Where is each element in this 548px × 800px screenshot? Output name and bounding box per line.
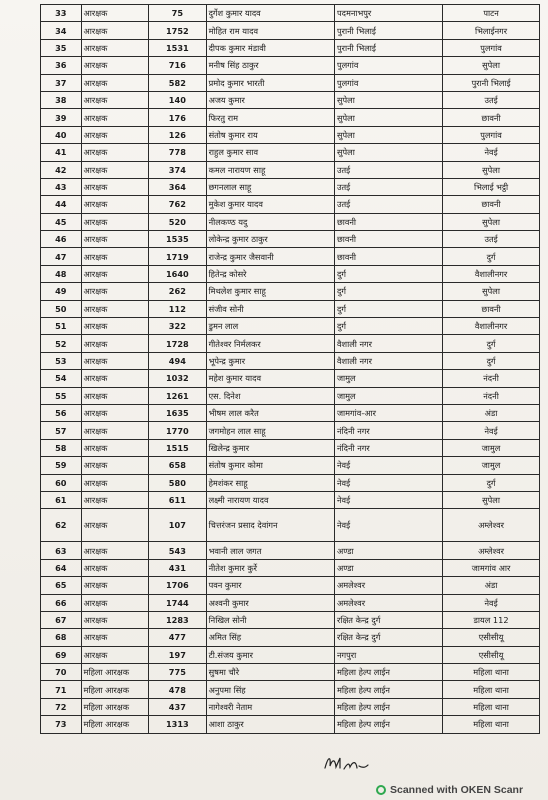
serial-number-cell: 49 <box>41 283 82 300</box>
to-station-cell: छावनी <box>443 109 540 126</box>
serial-number-cell: 63 <box>41 542 82 559</box>
buckle-number-cell: 520 <box>149 213 206 230</box>
from-station-cell: नंदिनी नगर <box>334 422 442 439</box>
table-row <box>41 144 540 161</box>
to-station-cell: सुपेला <box>443 491 540 508</box>
table-row <box>41 178 540 195</box>
rank-cell: आरक्षक <box>81 22 149 39</box>
name-cell: संतोष कुमार राय <box>206 126 334 143</box>
buckle-number-cell: 107 <box>149 509 206 542</box>
serial-number-cell: 40 <box>41 126 82 143</box>
from-station-cell: उतई <box>334 178 442 195</box>
serial-number-cell: 45 <box>41 213 82 230</box>
buckle-number-cell: 1770 <box>149 422 206 439</box>
name-cell: हितेन्द्र कोसरे <box>206 265 334 282</box>
table-row <box>41 594 540 611</box>
rank-cell: आरक्षक <box>81 109 149 126</box>
serial-number-cell: 53 <box>41 352 82 369</box>
serial-number-cell: 66 <box>41 594 82 611</box>
rank-cell: आरक्षक <box>81 559 149 576</box>
buckle-number-cell: 374 <box>149 161 206 178</box>
to-station-cell: दुर्ग <box>443 335 540 352</box>
table-row <box>41 698 540 715</box>
from-station-cell: जामगांव-आर <box>334 404 442 421</box>
serial-number-cell: 46 <box>41 231 82 248</box>
from-station-cell: महिला हेल्प लाईन <box>334 698 442 715</box>
rank-cell: आरक्षक <box>81 611 149 628</box>
serial-number-cell: 44 <box>41 196 82 213</box>
buckle-number-cell: 762 <box>149 196 206 213</box>
name-cell: एस. दिनेश <box>206 387 334 404</box>
table-row <box>41 491 540 508</box>
serial-number-cell: 34 <box>41 22 82 39</box>
serial-number-cell: 42 <box>41 161 82 178</box>
to-station-cell: सुपेला <box>443 283 540 300</box>
from-station-cell: नगपुरा <box>334 646 442 663</box>
buckle-number-cell: 1032 <box>149 370 206 387</box>
serial-number-cell: 70 <box>41 664 82 681</box>
rank-cell: आरक्षक <box>81 39 149 56</box>
buckle-number-cell: 582 <box>149 74 206 91</box>
buckle-number-cell: 364 <box>149 178 206 195</box>
table-row <box>41 577 540 594</box>
to-station-cell: दुर्ग <box>443 474 540 491</box>
rank-cell: आरक्षक <box>81 439 149 456</box>
serial-number-cell: 47 <box>41 248 82 265</box>
from-station-cell: पदमनाभपुर <box>334 5 442 22</box>
rank-cell: आरक्षक <box>81 542 149 559</box>
roster-body <box>41 5 540 734</box>
to-station-cell: भिलाई भट्ठी <box>443 178 540 195</box>
rank-cell: आरक्षक <box>81 352 149 369</box>
serial-number-cell: 54 <box>41 370 82 387</box>
buckle-number-cell: 543 <box>149 542 206 559</box>
rank-cell: आरक्षक <box>81 57 149 74</box>
buckle-number-cell: 1313 <box>149 716 206 733</box>
rank-cell: आरक्षक <box>81 457 149 474</box>
name-cell: अनुपमा सिंह <box>206 681 334 698</box>
serial-number-cell: 68 <box>41 629 82 646</box>
table-row <box>41 248 540 265</box>
rank-cell: आरक्षक <box>81 422 149 439</box>
table-row <box>41 646 540 663</box>
to-station-cell: सुपेला <box>443 213 540 230</box>
rank-cell: आरक्षक <box>81 646 149 663</box>
name-cell: मुकेश कुमार यादव <box>206 196 334 213</box>
from-station-cell: महिला हेल्प लाईन <box>334 681 442 698</box>
name-cell: खिलेन्द्र कुमार <box>206 439 334 456</box>
to-station-cell: पुलगांव <box>443 126 540 143</box>
from-station-cell: रक्षित केन्द्र दुर्ग <box>334 629 442 646</box>
from-station-cell: सुपेला <box>334 144 442 161</box>
signature-mark <box>322 752 370 774</box>
name-cell: पवन कुमार <box>206 577 334 594</box>
rank-cell: आरक्षक <box>81 387 149 404</box>
serial-number-cell: 65 <box>41 577 82 594</box>
to-station-cell: पाटन <box>443 5 540 22</box>
from-station-cell: वैशाली नगर <box>334 352 442 369</box>
rank-cell: आरक्षक <box>81 178 149 195</box>
table-row <box>41 126 540 143</box>
serial-number-cell: 69 <box>41 646 82 663</box>
from-station-cell: अण्डा <box>334 542 442 559</box>
buckle-number-cell: 1706 <box>149 577 206 594</box>
from-station-cell: सुपेला <box>334 109 442 126</box>
table-row <box>41 74 540 91</box>
table-row <box>41 318 540 335</box>
table-row <box>41 5 540 22</box>
name-cell: संजीव सोनी <box>206 300 334 317</box>
to-station-cell: नेवई <box>443 422 540 439</box>
name-cell: महेश कुमार यादव <box>206 370 334 387</box>
buckle-number-cell: 775 <box>149 664 206 681</box>
serial-number-cell: 72 <box>41 698 82 715</box>
name-cell: दुर्गेश कुमार यादव <box>206 5 334 22</box>
buckle-number-cell: 1535 <box>149 231 206 248</box>
buckle-number-cell: 197 <box>149 646 206 663</box>
buckle-number-cell: 658 <box>149 457 206 474</box>
from-station-cell: नेवई <box>334 474 442 491</box>
from-station-cell: अण्डा <box>334 559 442 576</box>
buckle-number-cell: 1635 <box>149 404 206 421</box>
from-station-cell: नेवई <box>334 509 442 542</box>
rank-cell: महिला आरक्षक <box>81 716 149 733</box>
to-station-cell: छावनी <box>443 300 540 317</box>
table-row <box>41 559 540 576</box>
serial-number-cell: 59 <box>41 457 82 474</box>
serial-number-cell: 64 <box>41 559 82 576</box>
rank-cell: आरक्षक <box>81 335 149 352</box>
scanner-watermark-text: Scanned with OKEN Scanr <box>390 784 524 796</box>
transfer-roster-table <box>40 4 540 734</box>
serial-number-cell: 39 <box>41 109 82 126</box>
from-station-cell: उतई <box>334 196 442 213</box>
rank-cell: आरक्षक <box>81 404 149 421</box>
rank-cell: आरक्षक <box>81 213 149 230</box>
to-station-cell: जामुल <box>443 439 540 456</box>
serial-number-cell: 33 <box>41 5 82 22</box>
to-station-cell: अम्लेश्वर <box>443 509 540 542</box>
to-station-cell: उतई <box>443 91 540 108</box>
name-cell: सुषमा चौरे <box>206 664 334 681</box>
to-station-cell: उतई <box>443 231 540 248</box>
buckle-number-cell: 1640 <box>149 265 206 282</box>
name-cell: नीतेश कुमार कुर्रे <box>206 559 334 576</box>
to-station-cell: डायल 112 <box>443 611 540 628</box>
name-cell: टी.संजय कुमार <box>206 646 334 663</box>
from-station-cell: दुर्ग <box>334 265 442 282</box>
serial-number-cell: 35 <box>41 39 82 56</box>
serial-number-cell: 52 <box>41 335 82 352</box>
from-station-cell: पुलगांव <box>334 57 442 74</box>
name-cell: मोहित राम यादव <box>206 22 334 39</box>
table-row <box>41 213 540 230</box>
to-station-cell: दुर्ग <box>443 352 540 369</box>
rank-cell: आरक्षक <box>81 5 149 22</box>
table-row <box>41 542 540 559</box>
serial-number-cell: 71 <box>41 681 82 698</box>
name-cell: लक्ष्मी नारायण यादव <box>206 491 334 508</box>
serial-number-cell: 67 <box>41 611 82 628</box>
buckle-number-cell: 778 <box>149 144 206 161</box>
serial-number-cell: 48 <box>41 265 82 282</box>
table-row <box>41 22 540 39</box>
serial-number-cell: 50 <box>41 300 82 317</box>
name-cell: डुमन लाल <box>206 318 334 335</box>
buckle-number-cell: 611 <box>149 491 206 508</box>
name-cell: मनीष सिंह ठाकुर <box>206 57 334 74</box>
from-station-cell: अमलेश्वर <box>334 577 442 594</box>
rank-cell: आरक्षक <box>81 91 149 108</box>
from-station-cell: सुपेला <box>334 91 442 108</box>
table-row <box>41 681 540 698</box>
serial-number-cell: 56 <box>41 404 82 421</box>
from-station-cell: उतई <box>334 161 442 178</box>
buckle-number-cell: 176 <box>149 109 206 126</box>
name-cell: फिरतु राम <box>206 109 334 126</box>
rank-cell: महिला आरक्षक <box>81 681 149 698</box>
from-station-cell: जामुल <box>334 370 442 387</box>
to-station-cell: सुपेला <box>443 161 540 178</box>
name-cell: अजय कुमार <box>206 91 334 108</box>
name-cell: चित्तरंजन प्रसाद देवांगन <box>206 509 334 542</box>
table-row <box>41 439 540 456</box>
buckle-number-cell: 75 <box>149 5 206 22</box>
buckle-number-cell: 1752 <box>149 22 206 39</box>
buckle-number-cell: 431 <box>149 559 206 576</box>
rank-cell: आरक्षक <box>81 231 149 248</box>
buckle-number-cell: 716 <box>149 57 206 74</box>
to-station-cell: पुलगांव <box>443 39 540 56</box>
buckle-number-cell: 1744 <box>149 594 206 611</box>
to-station-cell: नंदनी <box>443 370 540 387</box>
rank-cell: आरक्षक <box>81 144 149 161</box>
from-station-cell: नंदिनी नगर <box>334 439 442 456</box>
from-station-cell: पुलगांव <box>334 74 442 91</box>
name-cell: हेमशंकर साहू <box>206 474 334 491</box>
name-cell: अश्वनी कुमार <box>206 594 334 611</box>
table-row <box>41 196 540 213</box>
to-station-cell: जामगांव आर <box>443 559 540 576</box>
buckle-number-cell: 580 <box>149 474 206 491</box>
name-cell: दीपक कुमार मंडावी <box>206 39 334 56</box>
to-station-cell: अंडा <box>443 404 540 421</box>
table-row <box>41 457 540 474</box>
table-row <box>41 404 540 421</box>
buckle-number-cell: 437 <box>149 698 206 715</box>
to-station-cell: वैशालीनगर <box>443 265 540 282</box>
name-cell: प्रमोद कुमार भारती <box>206 74 334 91</box>
name-cell: भवानी लाल जगत <box>206 542 334 559</box>
rank-cell: आरक्षक <box>81 474 149 491</box>
from-station-cell: सुपेला <box>334 126 442 143</box>
table-row <box>41 422 540 439</box>
table-row <box>41 509 540 542</box>
table-row <box>41 611 540 628</box>
rank-cell: आरक्षक <box>81 370 149 387</box>
rank-cell: आरक्षक <box>81 248 149 265</box>
rank-cell: आरक्षक <box>81 509 149 542</box>
to-station-cell: भिलाईनगर <box>443 22 540 39</box>
table-row <box>41 352 540 369</box>
serial-number-cell: 41 <box>41 144 82 161</box>
rank-cell: आरक्षक <box>81 629 149 646</box>
from-station-cell: रक्षित केन्द्र दुर्ग <box>334 611 442 628</box>
table-row <box>41 664 540 681</box>
from-station-cell: पुरानी भिलाई <box>334 22 442 39</box>
buckle-number-cell: 1728 <box>149 335 206 352</box>
serial-number-cell: 37 <box>41 74 82 91</box>
from-station-cell: नेवई <box>334 457 442 474</box>
name-cell: छगनलाल साहू <box>206 178 334 195</box>
rank-cell: आरक्षक <box>81 283 149 300</box>
rank-cell: आरक्षक <box>81 74 149 91</box>
to-station-cell: एसीसीयू <box>443 629 540 646</box>
rank-cell: आरक्षक <box>81 126 149 143</box>
to-station-cell: अंडा <box>443 577 540 594</box>
table-row <box>41 629 540 646</box>
table-row <box>41 370 540 387</box>
buckle-number-cell: 1283 <box>149 611 206 628</box>
table-row <box>41 335 540 352</box>
to-station-cell: जामुल <box>443 457 540 474</box>
from-station-cell: जामुल <box>334 387 442 404</box>
buckle-number-cell: 1719 <box>149 248 206 265</box>
name-cell: भीषम लाल करैत <box>206 404 334 421</box>
from-station-cell: छावनी <box>334 248 442 265</box>
to-station-cell: एसीसीयू <box>443 646 540 663</box>
to-station-cell: दुर्ग <box>443 248 540 265</box>
from-station-cell: वैशाली नगर <box>334 335 442 352</box>
from-station-cell: छावनी <box>334 213 442 230</box>
name-cell: कमल नारायण साहू <box>206 161 334 178</box>
from-station-cell: दुर्ग <box>334 300 442 317</box>
serial-number-cell: 60 <box>41 474 82 491</box>
name-cell: गीतेश्वर निर्मलकर <box>206 335 334 352</box>
to-station-cell: महिला थाना <box>443 664 540 681</box>
serial-number-cell: 55 <box>41 387 82 404</box>
to-station-cell: महिला थाना <box>443 698 540 715</box>
rank-cell: महिला आरक्षक <box>81 698 149 715</box>
from-station-cell: छावनी <box>334 231 442 248</box>
rank-cell: आरक्षक <box>81 265 149 282</box>
serial-number-cell: 73 <box>41 716 82 733</box>
buckle-number-cell: 1261 <box>149 387 206 404</box>
name-cell: संतोष कुमार कोमा <box>206 457 334 474</box>
table-row <box>41 283 540 300</box>
table-row <box>41 39 540 56</box>
table-row <box>41 91 540 108</box>
buckle-number-cell: 140 <box>149 91 206 108</box>
buckle-number-cell: 322 <box>149 318 206 335</box>
serial-number-cell: 57 <box>41 422 82 439</box>
from-station-cell: अमलेश्वर <box>334 594 442 611</box>
table-row <box>41 57 540 74</box>
serial-number-cell: 43 <box>41 178 82 195</box>
from-station-cell: पुरानी भिलाई <box>334 39 442 56</box>
to-station-cell: अम्लेश्वर <box>443 542 540 559</box>
scanner-logo-icon <box>376 785 386 795</box>
table-row <box>41 300 540 317</box>
serial-number-cell: 58 <box>41 439 82 456</box>
to-station-cell: वैशालीनगर <box>443 318 540 335</box>
name-cell: राजेन्द्र कुमार जैसवानी <box>206 248 334 265</box>
to-station-cell: सुपेला <box>443 57 540 74</box>
name-cell: नागेश्वरी नेताम <box>206 698 334 715</box>
name-cell: अमित सिंह <box>206 629 334 646</box>
name-cell: राहुल कुमार साव <box>206 144 334 161</box>
serial-number-cell: 36 <box>41 57 82 74</box>
table-row <box>41 231 540 248</box>
buckle-number-cell: 126 <box>149 126 206 143</box>
name-cell: नीलकण्ठ यदु <box>206 213 334 230</box>
table-row <box>41 474 540 491</box>
rank-cell: आरक्षक <box>81 300 149 317</box>
name-cell: भूपेन्द्र कुमार <box>206 352 334 369</box>
to-station-cell: नंदनी <box>443 387 540 404</box>
table-row <box>41 387 540 404</box>
name-cell: लोकेन्द्र कुमार ठाकुर <box>206 231 334 248</box>
buckle-number-cell: 1531 <box>149 39 206 56</box>
buckle-number-cell: 112 <box>149 300 206 317</box>
to-station-cell: नेवई <box>443 594 540 611</box>
from-station-cell: महिला हेल्प लाईन <box>334 716 442 733</box>
to-station-cell: महिला थाना <box>443 681 540 698</box>
from-station-cell: दुर्ग <box>334 283 442 300</box>
buckle-number-cell: 478 <box>149 681 206 698</box>
name-cell: आशा ठाकुर <box>206 716 334 733</box>
rank-cell: आरक्षक <box>81 491 149 508</box>
to-station-cell: नेवई <box>443 144 540 161</box>
serial-number-cell: 62 <box>41 509 82 542</box>
name-cell: मिथलेश कुमार साहू <box>206 283 334 300</box>
rank-cell: आरक्षक <box>81 577 149 594</box>
name-cell: निखिल सोनी <box>206 611 334 628</box>
from-station-cell: दुर्ग <box>334 318 442 335</box>
buckle-number-cell: 477 <box>149 629 206 646</box>
table-row <box>41 716 540 733</box>
buckle-number-cell: 494 <box>149 352 206 369</box>
from-station-cell: महिला हेल्प लाईन <box>334 664 442 681</box>
name-cell: जगमोहन लाल साहू <box>206 422 334 439</box>
scanner-watermark <box>376 784 523 796</box>
buckle-number-cell: 1515 <box>149 439 206 456</box>
serial-number-cell: 38 <box>41 91 82 108</box>
rank-cell: महिला आरक्षक <box>81 664 149 681</box>
serial-number-cell: 51 <box>41 318 82 335</box>
rank-cell: आरक्षक <box>81 318 149 335</box>
table-row <box>41 265 540 282</box>
to-station-cell: छावनी <box>443 196 540 213</box>
buckle-number-cell: 262 <box>149 283 206 300</box>
from-station-cell: नेवई <box>334 491 442 508</box>
serial-number-cell: 61 <box>41 491 82 508</box>
rank-cell: आरक्षक <box>81 161 149 178</box>
to-station-cell: महिला थाना <box>443 716 540 733</box>
table-row <box>41 109 540 126</box>
rank-cell: आरक्षक <box>81 594 149 611</box>
to-station-cell: पुरानी भिलाई <box>443 74 540 91</box>
rank-cell: आरक्षक <box>81 196 149 213</box>
table-row <box>41 161 540 178</box>
